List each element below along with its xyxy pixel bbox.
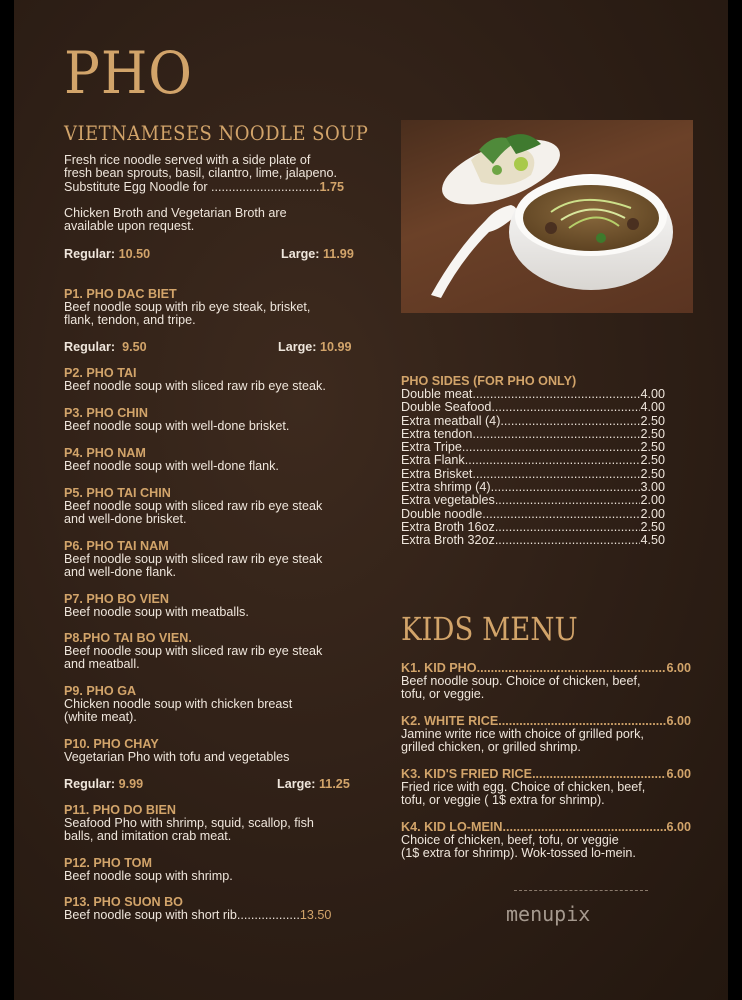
menu-item (64, 803, 314, 844)
price-tier-1-large: Large: 11.99 (281, 247, 354, 261)
broth-note: available upon request. (64, 219, 195, 234)
item-desc: balls, and imitation crab meat. (64, 829, 232, 844)
menu-item (64, 737, 289, 764)
side-row: Extra vegetables ..... 2.00 (401, 494, 665, 507)
menu-item (64, 406, 289, 433)
kids-item-price: 6.00 (666, 661, 691, 675)
page-title: PHO (64, 39, 193, 107)
intro-block (64, 154, 344, 233)
item-name: P13. PHO SUON BO (64, 895, 183, 909)
kids-item-desc: grilled chicken, or grilled shrimp. (401, 740, 581, 755)
side-row: Double Seafood ..... 4.00 (401, 401, 665, 414)
item-desc: Chicken noodle soup with chicken breast (64, 697, 293, 711)
kids-item-desc: tofu, or veggie. (401, 687, 485, 702)
price-tier-3-regular: Regular: 9.99 (64, 777, 144, 791)
item-desc: and well-done flank. (64, 565, 177, 580)
item-desc: Beef noodle soup with well-done brisket. (64, 419, 290, 433)
broth-note: Chicken Broth and Vegetarian Broth are (64, 205, 287, 220)
kids-item-name: K2. WHITE RICE (401, 714, 499, 728)
kids-item-name: K1. KID PHO (401, 661, 477, 675)
menu-item (64, 592, 249, 619)
item-desc: Beef noodle soup with sliced raw rib eye steak (64, 552, 323, 566)
kids-item (401, 661, 691, 702)
item-desc: and well-done brisket. (64, 512, 187, 527)
watermark-logo: menupix (506, 902, 591, 926)
kids-item-head (401, 661, 691, 675)
menu-item (64, 631, 322, 672)
item-name: P9. PHO GA (64, 684, 137, 698)
intro-line: fresh bean sprouts, basil, cilantro, lime, jalapeno. (64, 166, 338, 181)
item-desc: Beef noodle soup with sliced raw rib eye steak (64, 499, 323, 513)
intro-line: Fresh rice noodle served with a side plate of (64, 153, 311, 167)
kids-item-desc: Jamine write rice with choice of grilled pork, (401, 727, 644, 741)
item-name: P10. PHO CHAY (64, 737, 159, 751)
kids-item (401, 767, 691, 808)
kids-item-head (401, 767, 691, 781)
item-name: P4. PHO NAM (64, 446, 146, 460)
side-row: Extra Broth 32oz ..... 4.50 (401, 534, 665, 547)
item-name: P3. PHO CHIN (64, 406, 148, 420)
item-price: 13.50 (299, 908, 332, 922)
item-name: P2. PHO TAI (64, 366, 137, 380)
kids-item-name: K4. KID LO-MEIN (401, 820, 503, 834)
item-name: P8.PHO TAI BO VIEN. (64, 631, 192, 645)
item-desc: Beef noodle soup with meatballs. (64, 605, 249, 619)
kids-item (401, 820, 691, 861)
item-desc: Beef noodle soup with shrimp. (64, 869, 233, 883)
kids-item-desc: tofu, or veggie ( 1$ extra for shrimp). (401, 793, 605, 808)
kids-item-desc: Fried rice with egg. Choice of chicken, beef, (401, 780, 646, 794)
item-name: P12. PHO TOM (64, 856, 152, 870)
price-tier-1-regular: Regular: 10.50 (64, 247, 151, 261)
item-desc: Beef noodle soup with short rib..................13.50 (64, 908, 332, 922)
item-desc: and meatball. (64, 657, 140, 672)
side-row: Extra meatball (4) ..... 2.50 (401, 415, 665, 428)
pho-sides-section (401, 374, 665, 548)
side-row: Extra tendon ..... 2.50 (401, 428, 665, 441)
kids-item-head (401, 714, 691, 728)
intro-line: Substitute Egg Noodle for ...............................1.75 (64, 179, 345, 194)
kids-item-price: 6.00 (666, 714, 691, 728)
item-name: P1. PHO DAC BIET (64, 287, 177, 301)
pho-bowl-photo (401, 120, 693, 313)
menu-item (64, 895, 331, 922)
menu-item (64, 486, 322, 527)
sides-heading: PHO SIDES (FOR PHO ONLY) (401, 374, 577, 388)
side-row: Extra shrimp (4) ..... 3.00 (401, 481, 665, 494)
item-desc: Beef noodle soup with rib eye steak, brisket, (64, 300, 311, 314)
kids-item (401, 714, 691, 755)
item-desc: Beef noodle soup with well-done flank. (64, 459, 279, 473)
item-desc: flank, tendon, and tripe. (64, 313, 196, 328)
menu-item (64, 287, 310, 328)
kids-item-desc: Beef noodle soup. Choice of chicken, beef, (401, 674, 641, 688)
side-row: Extra Tripe ..... 2.50 (401, 441, 665, 454)
item-desc: Seafood Pho with shrimp, squid, scallop, fish (64, 816, 314, 830)
price-tier-2-regular: Regular: 9.50 (64, 340, 147, 354)
kids-item-name: K3. KID'S FRIED RICE (401, 767, 533, 781)
item-desc: Beef noodle soup with sliced raw rib eye steak (64, 644, 323, 658)
page-subtitle: VIETNAMESES NOODLE SOUP (64, 121, 369, 145)
item-name: P5. PHO TAI CHIN (64, 486, 171, 500)
kids-item-head (401, 820, 691, 834)
pho-bowl-image (401, 120, 693, 313)
side-row: Extra Brisket ..... 2.50 (401, 468, 665, 481)
menu-item (64, 684, 292, 725)
item-desc: (white meat). (64, 710, 137, 725)
side-row: Double noodle ..... 2.00 (401, 508, 665, 521)
kids-item-desc: Choice of chicken, beef, tofu, or veggie (401, 833, 619, 847)
item-name: P7. PHO BO VIEN (64, 592, 169, 606)
menu-item (64, 856, 233, 883)
item-desc: Vegetarian Pho with tofu and vegetables (64, 750, 290, 764)
kids-item-price: 6.00 (666, 767, 691, 781)
kids-item-desc: (1$ extra for shrimp). Wok-tossed lo-mein. (401, 846, 636, 861)
side-row: Double meat ..... 4.00 (401, 388, 665, 401)
kids-menu-title: KIDS MENU (401, 610, 578, 648)
kids-item-price: 6.00 (666, 820, 691, 834)
watermark-divider (514, 890, 648, 891)
egg-noodle-price: 1.75 (319, 179, 345, 194)
item-name: P6. PHO TAI NAM (64, 539, 169, 553)
price-tier-2-large: Large: 10.99 (278, 340, 352, 354)
menu-item (64, 446, 279, 473)
side-row: Extra Flank ..... 2.50 (401, 454, 665, 467)
side-row: Extra Broth 16oz ..... 2.50 (401, 521, 665, 534)
menu-item (64, 539, 322, 580)
item-name: P11. PHO DO BIEN (64, 803, 176, 817)
menu-item (64, 366, 326, 393)
menu-page (14, 0, 728, 1000)
item-desc: Beef noodle soup with sliced raw rib eye steak. (64, 379, 326, 393)
price-tier-3-large: Large: 11.25 (277, 777, 350, 791)
